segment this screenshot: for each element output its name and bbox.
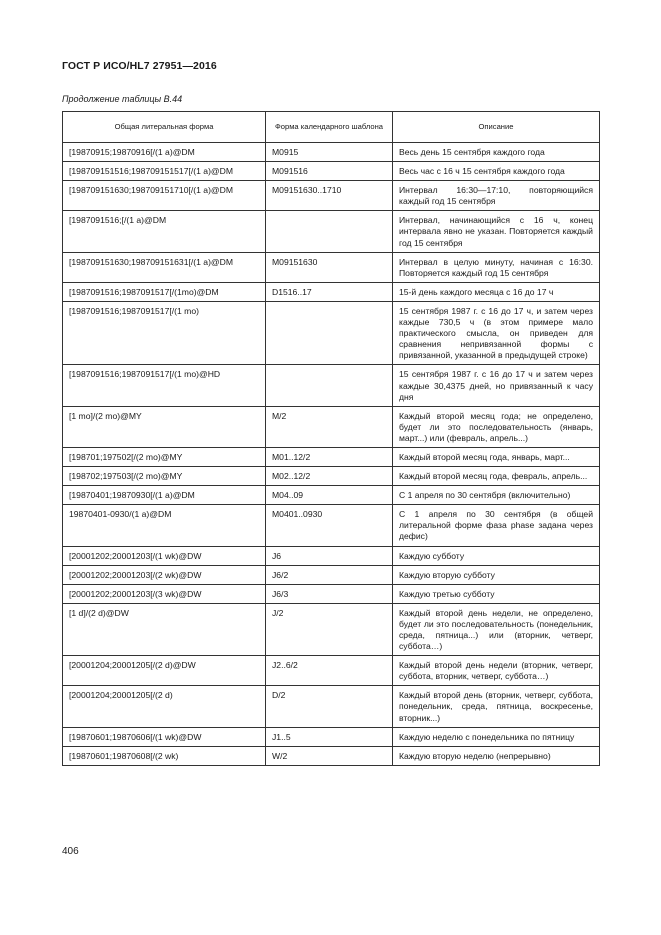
cell-calendar-form: M0915 (266, 143, 393, 162)
column-header-calendar-form: Форма календарного шаблона (266, 112, 393, 143)
cell-calendar-form: M02..12/2 (266, 467, 393, 486)
page-number: 406 (62, 846, 79, 857)
table-row (63, 406, 600, 447)
cell-calendar-form: M01..12/2 (266, 447, 393, 466)
cell-literal-form: [20001202;20001203[/(1 wk)@DW (63, 546, 266, 565)
table-row (63, 603, 600, 655)
table-row (63, 727, 600, 746)
cell-description: Каждый второй месяц года, февраль, апрель... (393, 467, 600, 486)
cell-description: Каждую неделю с понедельника по пятницу (393, 727, 600, 746)
cell-calendar-form: J1..5 (266, 727, 393, 746)
column-header-literal-form: Общая литеральная форма (63, 112, 266, 143)
table-row (63, 686, 600, 727)
cell-description: Каждую вторую неделю (непрерывно) (393, 746, 600, 765)
cell-description: С 1 апреля по 30 сентября (в общей литеральной форме фаза phase задана через дефис) (393, 505, 600, 546)
cell-description: Каждый второй день недели, не определено, будет ли это последовательность (понедельник, среда, пятница...) или (вторник, четверг, суббота…) (393, 603, 600, 655)
cell-literal-form: [1987091516;1987091517[/(1 mo) (63, 301, 266, 364)
cell-description: Интервал в целую минуту, начиная с 16:30. Повторяется каждый год 15 сентября (393, 252, 600, 282)
table-row (63, 365, 600, 406)
table-row (63, 584, 600, 603)
cell-literal-form: [198709151630;198709151710[/(1 a)@DM (63, 181, 266, 211)
cell-calendar-form: J6 (266, 546, 393, 565)
cell-calendar-form: M09151630 (266, 252, 393, 282)
cell-calendar-form: J2..6/2 (266, 656, 393, 686)
cell-description: 15-й день каждого месяца с 16 до 17 ч (393, 282, 600, 301)
cell-literal-form: [19870601;19870608[/(2 wk) (63, 746, 266, 765)
table-row (63, 546, 600, 565)
cell-description: Весь час с 16 ч 15 сентября каждого года (393, 162, 600, 181)
cell-literal-form: [1987091516;1987091517[/(1 mo)@HD (63, 365, 266, 406)
cell-description: Каждый второй день (вторник, четверг, суббота, понедельник, среда, пятница, воскресенье, вторник...) (393, 686, 600, 727)
cell-description: Весь день 15 сентября каждого года (393, 143, 600, 162)
cell-calendar-form: M09151630..1710 (266, 181, 393, 211)
cell-description: Каждый второй день недели (вторник, четверг, суббота, вторник, четверг, суббота…) (393, 656, 600, 686)
cell-literal-form: [19870601;19870606[/(1 wk)@DW (63, 727, 266, 746)
table-row (63, 181, 600, 211)
cell-literal-form: [20001204;20001205[/(2 d) (63, 686, 266, 727)
cell-description: Каждую третью субботу (393, 584, 600, 603)
table-row (63, 746, 600, 765)
cell-literal-form: [1 d]/(2 d)@DW (63, 603, 266, 655)
cell-calendar-form (266, 301, 393, 364)
table-row (63, 211, 600, 252)
column-header-description: Описание (393, 112, 600, 143)
cell-calendar-form: W/2 (266, 746, 393, 765)
cell-description: Каждую вторую субботу (393, 565, 600, 584)
cell-literal-form: [20001202;20001203[/(2 wk)@DW (63, 565, 266, 584)
cell-literal-form: [1 mo]/(2 mo)@MY (63, 406, 266, 447)
cell-description: Интервал, начинающийся с 16 ч, конец интервала явно не указан. Повторяется каждый год 15 сентября (393, 211, 600, 252)
cell-calendar-form: J6/2 (266, 565, 393, 584)
cell-literal-form: [198701;197502[/(2 mo)@MY (63, 447, 266, 466)
table-row (63, 252, 600, 282)
cell-literal-form: [19870915;19870916[/(1 a)@DM (63, 143, 266, 162)
table-row (63, 565, 600, 584)
cell-description: Каждый второй месяц года, январь, март... (393, 447, 600, 466)
table-row (63, 162, 600, 181)
cell-literal-form: [1987091516;1987091517[/(1mo)@DM (63, 282, 266, 301)
table-row (63, 143, 600, 162)
cell-description: Каждую субботу (393, 546, 600, 565)
cell-description: 15 сентября 1987 г. с 16 до 17 ч и затем через каждые 30,4375 дней, но привязанный к часу дня (393, 365, 600, 406)
cell-calendar-form: D1516..17 (266, 282, 393, 301)
table-body (63, 143, 600, 766)
cell-calendar-form (266, 365, 393, 406)
cell-literal-form: [20001202;20001203[/(3 wk)@DW (63, 584, 266, 603)
cell-literal-form: [198709151516;198709151517[/(1 a)@DM (63, 162, 266, 181)
cell-description: 15 сентября 1987 г. с 16 до 17 ч, и затем через каждые 730,5 ч (в этом примере мало практического смысла, он приведен для сравнения непривязанной формы с привязанной, указанной в предыдущей строке) (393, 301, 600, 364)
table-row (63, 486, 600, 505)
cell-literal-form: [1987091516;[/(1 a)@DM (63, 211, 266, 252)
cell-literal-form: [198709151630;198709151631[/(1 a)@DM (63, 252, 266, 282)
cell-literal-form: [198702;197503[/(2 mo)@MY (63, 467, 266, 486)
calendar-pattern-table (62, 111, 600, 766)
cell-calendar-form (266, 211, 393, 252)
document-header: ГОСТ Р ИСО/HL7 27951—2016 (62, 60, 217, 72)
cell-description: Интервал 16:30—17:10, повторяющийся каждый год 15 сентября (393, 181, 600, 211)
table-row (63, 301, 600, 364)
table-row (63, 467, 600, 486)
cell-literal-form: 19870401-0930/(1 a)@DM (63, 505, 266, 546)
cell-description: Каждый второй месяц года; не определено, будет ли это последовательность (январь, март...) или (февраль, апрель...) (393, 406, 600, 447)
table-row (63, 656, 600, 686)
table-row (63, 447, 600, 466)
cell-calendar-form: J/2 (266, 603, 393, 655)
table-row (63, 282, 600, 301)
cell-description: С 1 апреля по 30 сентября (включительно) (393, 486, 600, 505)
cell-calendar-form: M091516 (266, 162, 393, 181)
cell-calendar-form: J6/3 (266, 584, 393, 603)
cell-literal-form: [20001204;20001205[/(2 d)@DW (63, 656, 266, 686)
table-header-row (63, 112, 600, 143)
cell-calendar-form: D/2 (266, 686, 393, 727)
table-caption: Продолжение таблицы В.44 (62, 94, 183, 104)
cell-calendar-form: M0401..0930 (266, 505, 393, 546)
table-row (63, 505, 600, 546)
cell-calendar-form: M04..09 (266, 486, 393, 505)
cell-literal-form: [19870401;19870930[/(1 a)@DM (63, 486, 266, 505)
cell-calendar-form: M/2 (266, 406, 393, 447)
